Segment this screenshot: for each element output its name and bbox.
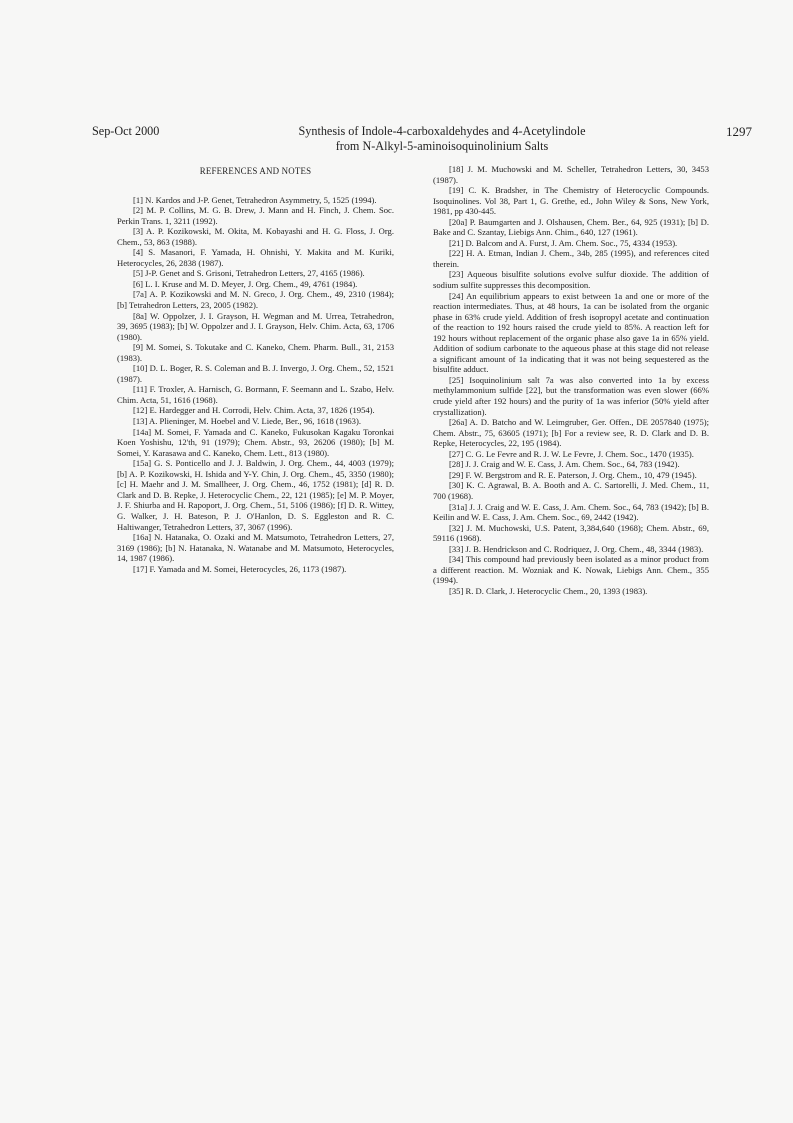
reference-entry: [26a] A. D. Batcho and W. Leimgruber, Ger. Offen., DE 2057840 (1975); Chem. Abstr., 75, 63605 (1971); [b] For a review see, R. D. Clark and D. B. Repke, Heterocycles, 22, 195 (1984). (433, 417, 709, 449)
page-number: 1297 (726, 124, 752, 139)
reference-entry: [2] M. P. Collins, M. G. B. Drew, J. Mann and H. Finch, J. Chem. Soc. Perkin Trans. 1, 3211 (1992). (117, 205, 394, 226)
reference-entry: [5] J-P. Genet and S. Grisoni, Tetrahedron Letters, 27, 4165 (1986). (133, 268, 365, 279)
reference-entry: [32] J. M. Muchowski, U.S. Patent, 3,384,640 (1968); Chem. Abstr., 69, 59116 (1968). (433, 522, 709, 544)
reference-entry: [34] This compound had previously been isolated as a minor product from a different reaction. M. Wozniak and K. Nowak, Liebigs Ann. Chem., 355 (1994). (433, 554, 709, 586)
reference-entry: [15a] G. S. Ponticello and J. J. Baldwin, J. Org. Chem., 44, 4003 (1979); [b] A. P. Kozikowski, H. Ishida and Y-Y. Chin, J. Org. Chem., 45, 3350 (1980); [c] H. Maehr and J. M. Smallheer, J. Org. Chem., 46, 1752 (1981); [d] R. D. Clark and D. B. Repke, J. Heterocyclic Chem., 22, 121 (1985); [e] M. P. Moyer, J. F. Shiurba and H. Rapoport, J. Org. Chem., 51, 5106 (1986); [f] D. R. Wittey, G. Walker, J. H. Bateson, P. J. O'Hanlon, D. S. Eggleston and R. C. Haltiwanger, Tetrahedron Letters, 37, 3067 (1996). (117, 458, 394, 532)
right-reference-list (433, 164, 709, 596)
left-column (117, 164, 394, 574)
reference-entry: [33] J. B. Hendrickson and C. Rodriquez, J. Org. Chem., 48, 3344 (1983). (449, 543, 704, 554)
reference-entry: [7a] A. P. Kozikowski and M. N. Greco, J. Org. Chem., 49, 2310 (1984); [b] Tetrahedron Letters, 23, 2005 (1982). (117, 289, 394, 311)
reference-entry: [12] E. Hardegger and H. Corrodi, Helv. Chim. Acta, 37, 1826 (1954). (133, 405, 375, 416)
reference-entry: [22] H. A. Etman, Indian J. Chem., 34b, 285 (1995), and references cited therein. (433, 248, 709, 269)
reference-entry: [30] K. C. Agrawal, B. A. Booth and A. C. Sartorelli, J. Med. Chem., 11, 700 (1968). (433, 480, 709, 501)
reference-entry: [14a] M. Somei, F. Yamada and C. Kaneko, Fukusokan Kagaku Toronkai Koen Yoshishu, 12'th, 91 (1979); Chem. Abstr., 93, 26206 (1980); [b] M. Somei, Y. Karasawa and C. Kaneko, Chem. Lett., 813 (1980). (117, 426, 394, 458)
reference-entry: [10] D. L. Boger, R. S. Coleman and B. J. Invergo, J. Org. Chem., 52, 1521 (1987). (117, 363, 394, 384)
reference-entry: [20a] P. Baumgarten and J. Olshausen, Chem. Ber., 64, 925 (1931); [b] D. Bake and C. Szantay, Liebigs Ann. Chim., 640, 127 (1961). (433, 216, 709, 238)
reference-entry: [27] C. G. Le Fevre and R. J. W. Le Fevre, J. Chem. Soc., 1470 (1935). (449, 448, 694, 459)
reference-entry: [21] D. Balcom and A. Furst, J. Am. Chem. Soc., 75, 4334 (1953). (449, 237, 678, 248)
reference-entry: [23] Aqueous bisulfite solutions evolve sulfur dioxide. The addition of sodium sulfite suppresses this decomposition. (433, 269, 709, 291)
reference-entry: [29] F. W. Bergstrom and R. E. Paterson, J. Org. Chem., 10, 479 (1945). (449, 469, 697, 480)
reference-entry: [31a] J. J. Craig and W. E. Cass, J. Am. Chem. Soc., 64, 783 (1942); [b] B. Keilin and W. E. Cass, J. Am. Chem. Soc., 69, 2442 (1942). (433, 501, 709, 523)
issue-date: Sep-Oct 2000 (92, 124, 160, 138)
reference-entry: [17] F. Yamada and M. Somei, Heterocycles, 26, 1173 (1987). (133, 563, 347, 574)
reference-entry: [8a] W. Oppolzer, J. I. Grayson, H. Wegman and M. Urrea, Tetrahedron, 39, 3695 (1983); [b] W. Oppolzer and J. I. Grayson, Helv. Chim. Acta, 63, 1706 (1980). (117, 310, 394, 342)
reference-entry: [24] An equilibrium appears to exist between 1a and one or more of the reaction intermediates. Thus, at 48 hours, 1a can be isolated from the organic phase in 63% crude yield. Addition of fresh isopropyl acetate and continuation of the reaction to 192 hours raised the crude yield to 85%. A reaction left for 192 hours without replacement of the organic phase also gave 1a in 65% yield. Addition of sodium carbonate to the aqueous phase at this stage did not release a significant amount of 1a indicating that it was not being sequestered as the bisulfite adduct. (433, 290, 709, 375)
reference-entry: [3] A. P. Kozikowski, M. Okita, M. Kobayashi and H. G. Floss, J. Org. Chem., 53, 863 (1988). (117, 226, 394, 247)
running-title-line-2: from N-Alkyl-5-aminoisoquinolinium Salts (335, 139, 549, 153)
reference-entry: [6] L. I. Kruse and M. D. Meyer, J. Org. Chem., 49, 4761 (1984). (133, 278, 358, 289)
reference-entry: [4] S. Masanori, F. Yamada, H. Ohnishi, Y. Makita and M. Kuriki, Heterocycles, 26, 2838 (1987). (117, 247, 394, 268)
reference-entry: [25] Isoquinolinium salt 7a was also converted into 1a by excess methylammonium sulfide [22], but the transformation was even slower (66% crude yield after 192 hours) and the purity of 1a was inferior (50% yield after crystallization). (433, 374, 709, 417)
running-header (92, 122, 752, 158)
reference-entry: [18] J. M. Muchowski and M. Scheller, Tetrahedron Letters, 30, 3453 (1987). (433, 164, 709, 185)
right-column (433, 164, 709, 596)
running-title-line-1: Synthesis of Indole-4-carboxaldehydes and 4-Acetylindole (298, 124, 586, 138)
reference-entry: [9] M. Somei, S. Tokutake and C. Kaneko, Chem. Pharm. Bull., 31, 2153 (1983). (117, 342, 394, 363)
reference-entry: [35] R. D. Clark, J. Heterocyclic Chem., 20, 1393 (1983). (449, 585, 648, 596)
running-title (202, 124, 682, 154)
reference-entry: [1] N. Kardos and J-P. Genet, Tetrahedron Asymmetry, 5, 1525 (1994). (133, 194, 377, 205)
reference-entry: [16a] N. Hatanaka, O. Ozaki and M. Matsumoto, Tetrahedron Letters, 27, 3169 (1986); [b] N. Hatanaka, N. Watanabe and M. Matsumoto, Heterocycles, 14, 1987 (1986). (117, 532, 394, 564)
section-heading: REFERENCES AND NOTES (199, 166, 312, 176)
reference-entry: [19] C. K. Bradsher, in The Chemistry of Heterocyclic Compounds. Isoquinolines. Vol 38, Part 1, G. Grethe, ed., John Wiley & Sons, New York, 1981, pp 430-445. (433, 185, 709, 217)
reference-entry: [11] F. Troxler, A. Harnisch, G. Bormann, F. Seemann and L. Szabo, Helv. Chim. Acta, 51, 1616 (1968). (117, 384, 394, 405)
reference-entry: [28] J. J. Craig and W. E. Cass, J. Am. Chem. Soc., 64, 783 (1942). (449, 459, 680, 470)
reference-entry: [13] A. Plieninger, M. Hoebel and V. Liede, Ber., 96, 1618 (1963). (133, 416, 361, 427)
left-reference-list (117, 195, 394, 575)
